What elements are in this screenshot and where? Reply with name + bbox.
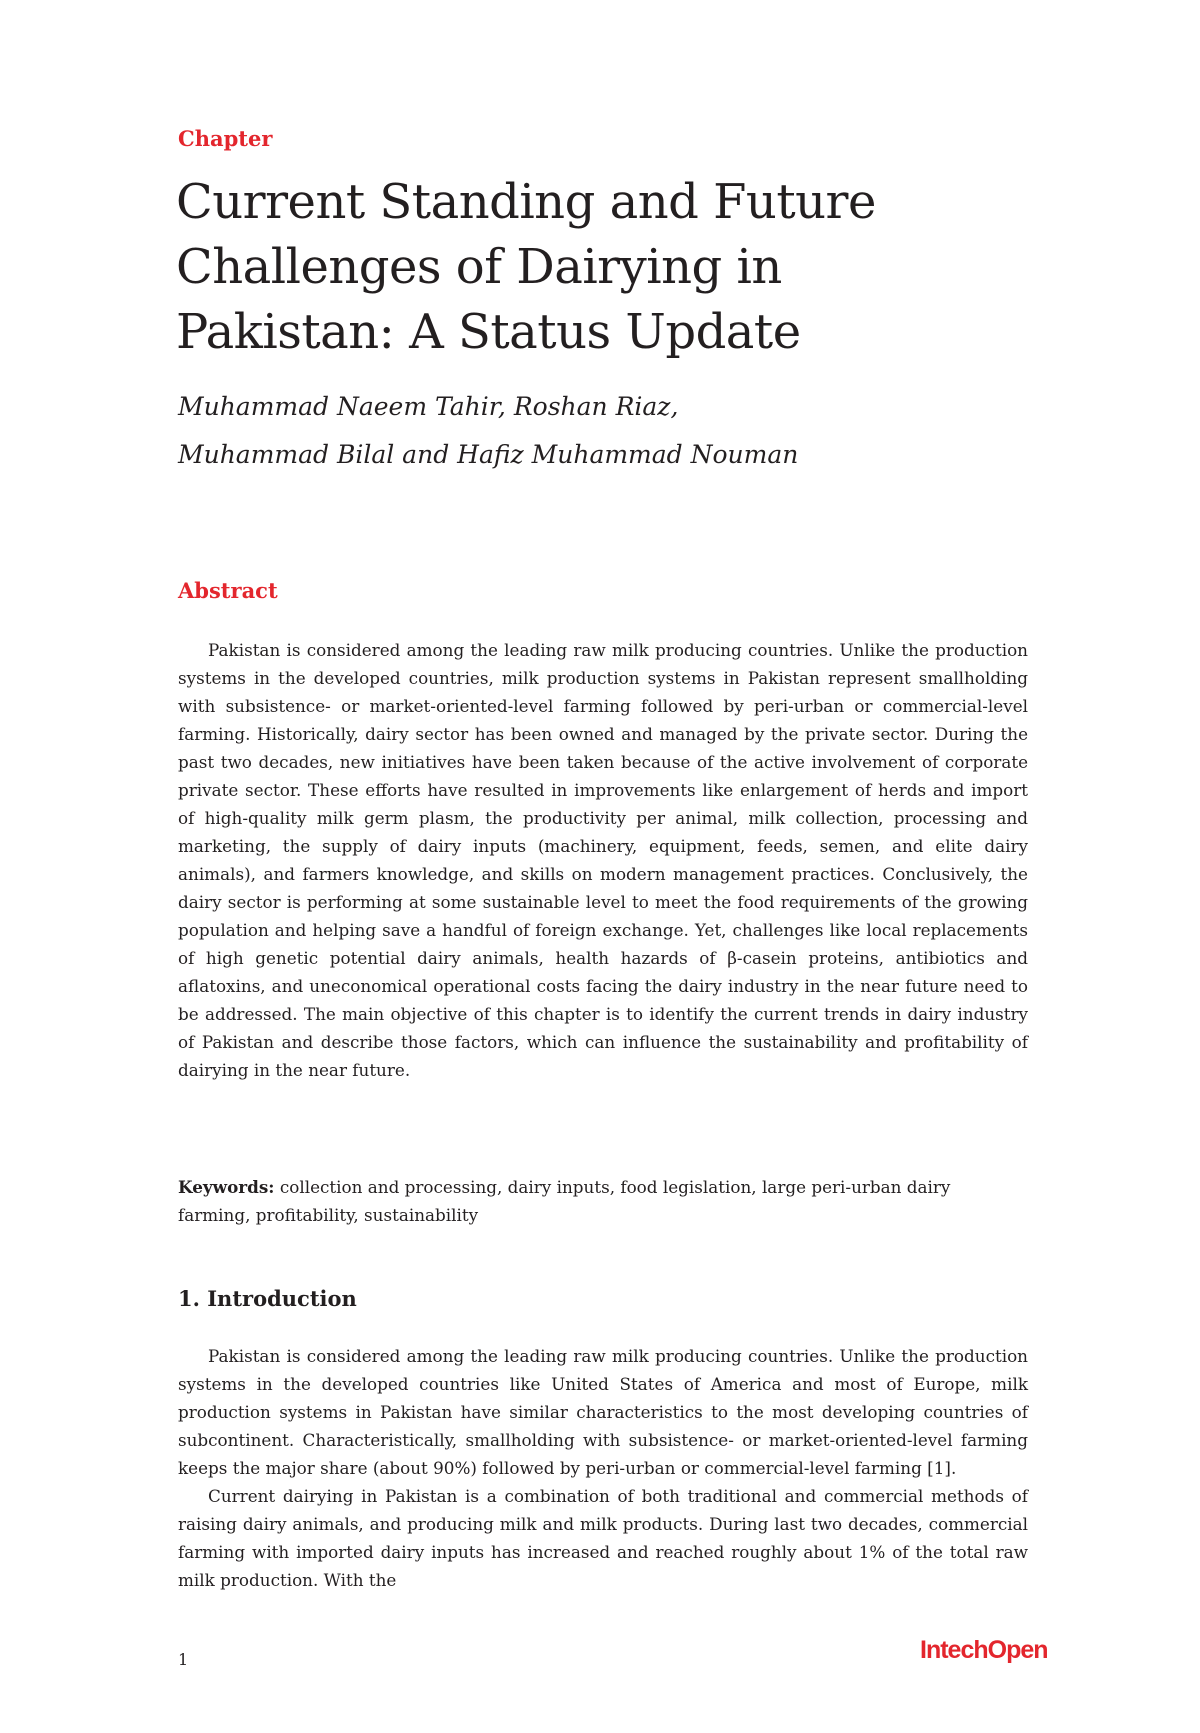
- title-line: Current Standing and Future: [176, 174, 876, 230]
- keywords: [178, 1173, 1028, 1229]
- chapter-label: Chapter: [178, 126, 273, 151]
- author-line: Muhammad Naeem Tahir, Roshan Riaz,: [178, 392, 679, 421]
- author-list: [178, 383, 1078, 479]
- keywords-label: Keywords:: [178, 1177, 275, 1197]
- page-number: 1: [178, 1650, 189, 1669]
- title-line: Pakistan: A Status Update: [176, 304, 801, 360]
- title-line: Challenges of Dairying in: [176, 239, 782, 295]
- introduction-body: [178, 1342, 1028, 1594]
- abstract-paragraph: Pakistan is considered among the leading raw milk producing countries. Unlike the production systems in the developed countries, milk production systems in Pakistan represent smallholding with subsistence- or market-oriented-level farming followed by peri-urban or commercial-level farming. Historically, dairy sector has been owned and managed by the private sector. During the past two decades, new initiatives have been taken because of the active involvement of corporate private sector. These efforts have resulted in improvements like enlargement of herds and import of high-quality milk germ plasm, the productivity per animal, milk collection, processing and marketing, the supply of dairy inputs (machinery, equipment, feeds, semen, and elite dairy animals), and farmers knowledge, and skills on modern management practices. Conclusively, the dairy sector is performing at some sustainable level to meet the food requirements of the growing population and helping save a handful of foreign exchange. Yet, challenges like local replacements of high genetic potential dairy animals, health hazards of β-casein proteins, antibiotics and aflatoxins, and uneconomical operational costs facing the dairy industry in the near future need to be addressed. The main objective of this chapter is to identify the current trends in dairy industry of Pakistan and describe those factors, which can influence the sustainability and profitability of dairying in the near future.: [178, 640, 1028, 1080]
- introduction-paragraph: Pakistan is considered among the leading raw milk producing countries. Unlike the production systems in the developed countries like United States of America and most of Europe, milk production systems in Pakistan have similar characteristics to the most developing countries of subcontinent. Characteristically, smallholding with subsistence- or market-oriented-level farming keeps the major share (about 90%) followed by peri-urban or commercial-level farming [1].: [178, 1346, 1028, 1478]
- author-line: Muhammad Bilal and Hafiz Muhammad Nouman: [178, 440, 799, 469]
- keywords-text: collection and processing, dairy inputs, food legislation, large peri-urban dairy farming, profitability, sustainability: [178, 1177, 951, 1225]
- introduction-heading: 1. Introduction: [178, 1286, 357, 1311]
- introduction-paragraph: Current dairying in Pakistan is a combination of both traditional and commercial methods of raising dairy animals, and producing milk and milk products. During last two decades, commercial farming with imported dairy inputs has increased and reached roughly about 1% of the total raw milk production. With the: [178, 1486, 1028, 1590]
- abstract-heading: Abstract: [178, 578, 278, 603]
- abstract-body: [178, 636, 1028, 1084]
- chapter-title: [176, 170, 1076, 365]
- publisher-logo: IntechOpen: [920, 1636, 1048, 1664]
